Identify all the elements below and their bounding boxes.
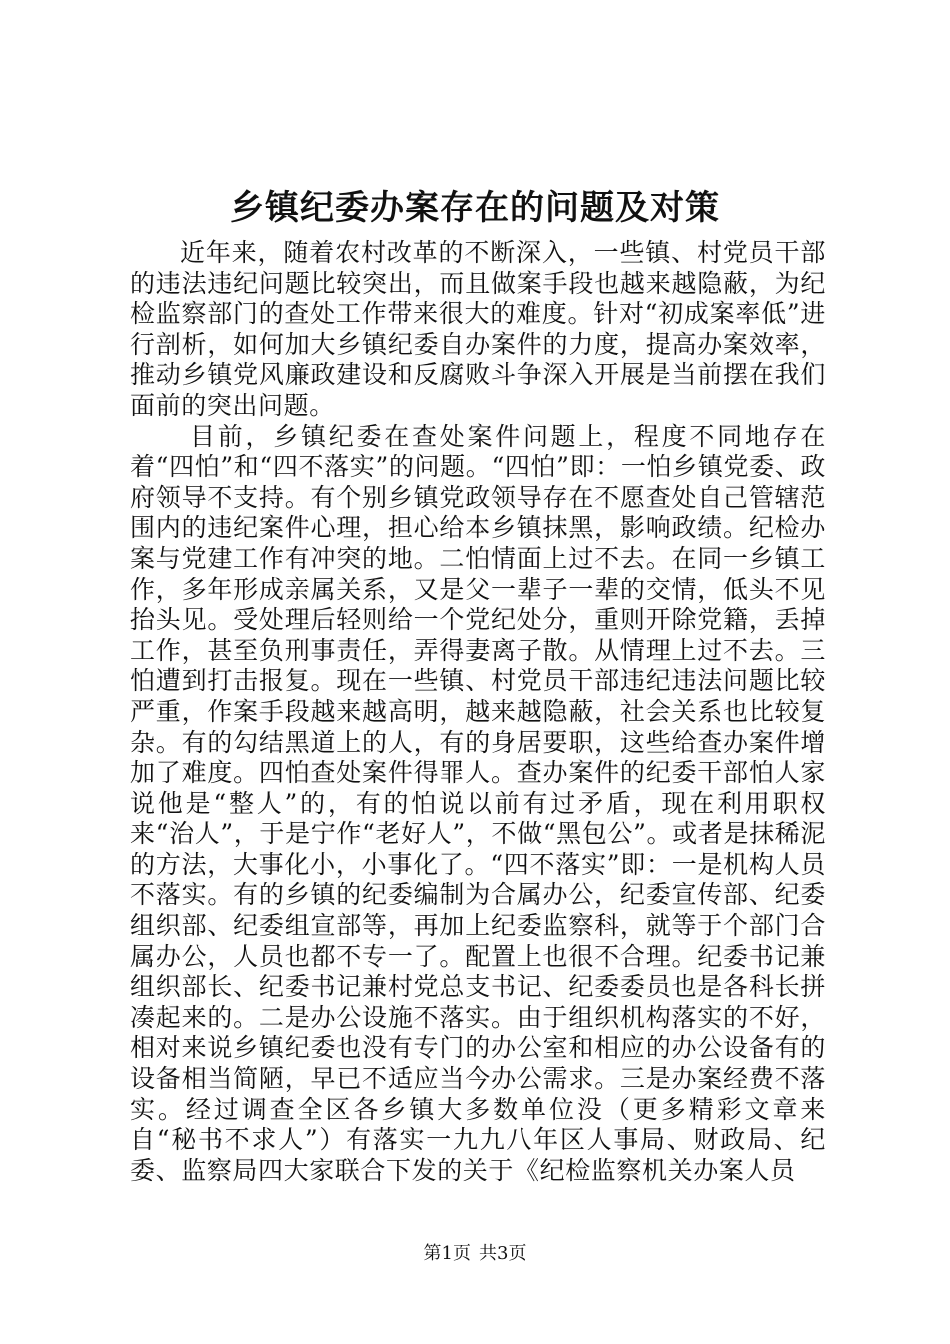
paragraph-problems: 目前，乡镇纪委在查处案件问题上，程度不同地存在着“四怕”和“四不落实”的问题。“四怕”即：一怕乡镇党委、政府领导不支持。有个别乡镇党政领导存在不愿查处自己管辖范围内的违纪案件心理，担心给本乡镇抹黑，影响政绩。纪检办案与党建工作有冲突的地。二怕情面上过不去。在同一乡镇工作，多年形成亲属关系，又是父一辈子一辈的交情，低头不见抬头见。受处理后轻则给一个党纪处分，重则开除党籍，丢掉工作，甚至负刑事责任，弄得妻离子散。从情理上过不去。三怕遭到打击报复。现在一些镇、村党员干部违纪违法问题比较严重，作案手段越来越高明，越来越隐蔽，社会关系也比较复杂。有的勾结黑道上的人，有的身居要职，这些给查办案件增加了难度。四怕查处案件得罪人。查办案件的纪委干部怕人家说他是“整人”的，有的怕说以前有过矛盾，现在利用职权来“治人”，于是宁作“老好人”，不做“黑包公”。或者是抹稀泥的方法，大事化小，小事化了。“四不落实”即：一是机构人员不落实。有的乡镇的纪委编制为合属办公，纪委宣传部、纪委组织部、纪委组宣部等，再加上纪委监察科，就等于个部门合属办公，人员也都不专一了。配置上也很不合理。纪委书记兼组织部长、纪委书记兼村党总支书记、纪委委员也是各科长拼凑起来的。二是办公设施不落实。由于组织机构落实的不好，相对来说乡镇纪委也没有专门的办公室和相应的办公设备有的设备相当简陋，早已不适应当今办公需求。三是办案经费不落实。经过调查全区各乡镇大多数单位没（更多精彩文章来自“秘书不求人”）有落实一九九八年区人事局、财政局、纪委、监察局四大家联合下发的关于《纪检监察机关办案人员 — [130, 421, 826, 1185]
document-title: 乡镇纪委办案存在的问题及对策 — [230, 188, 720, 228]
page-total: 共3页 — [479, 1243, 527, 1264]
page-footer — [0, 1242, 950, 1266]
page-number: 第1页 — [423, 1243, 471, 1264]
paragraph-intro: 近年来，随着农村改革的不断深入，一些镇、村党员干部的违法违纪问题比较突出，而且做案手段也越来越隐蔽，为纪检监察部门的查处工作带来很大的难度。针对“初成案率低”进行剖析，如何加大乡镇纪委自办案件的力度，提高办案效率，推动乡镇党风廉政建设和反腐败斗争深入开展是当前摆在我们面前的突出问题。 — [130, 238, 826, 420]
document-body — [130, 238, 826, 1186]
